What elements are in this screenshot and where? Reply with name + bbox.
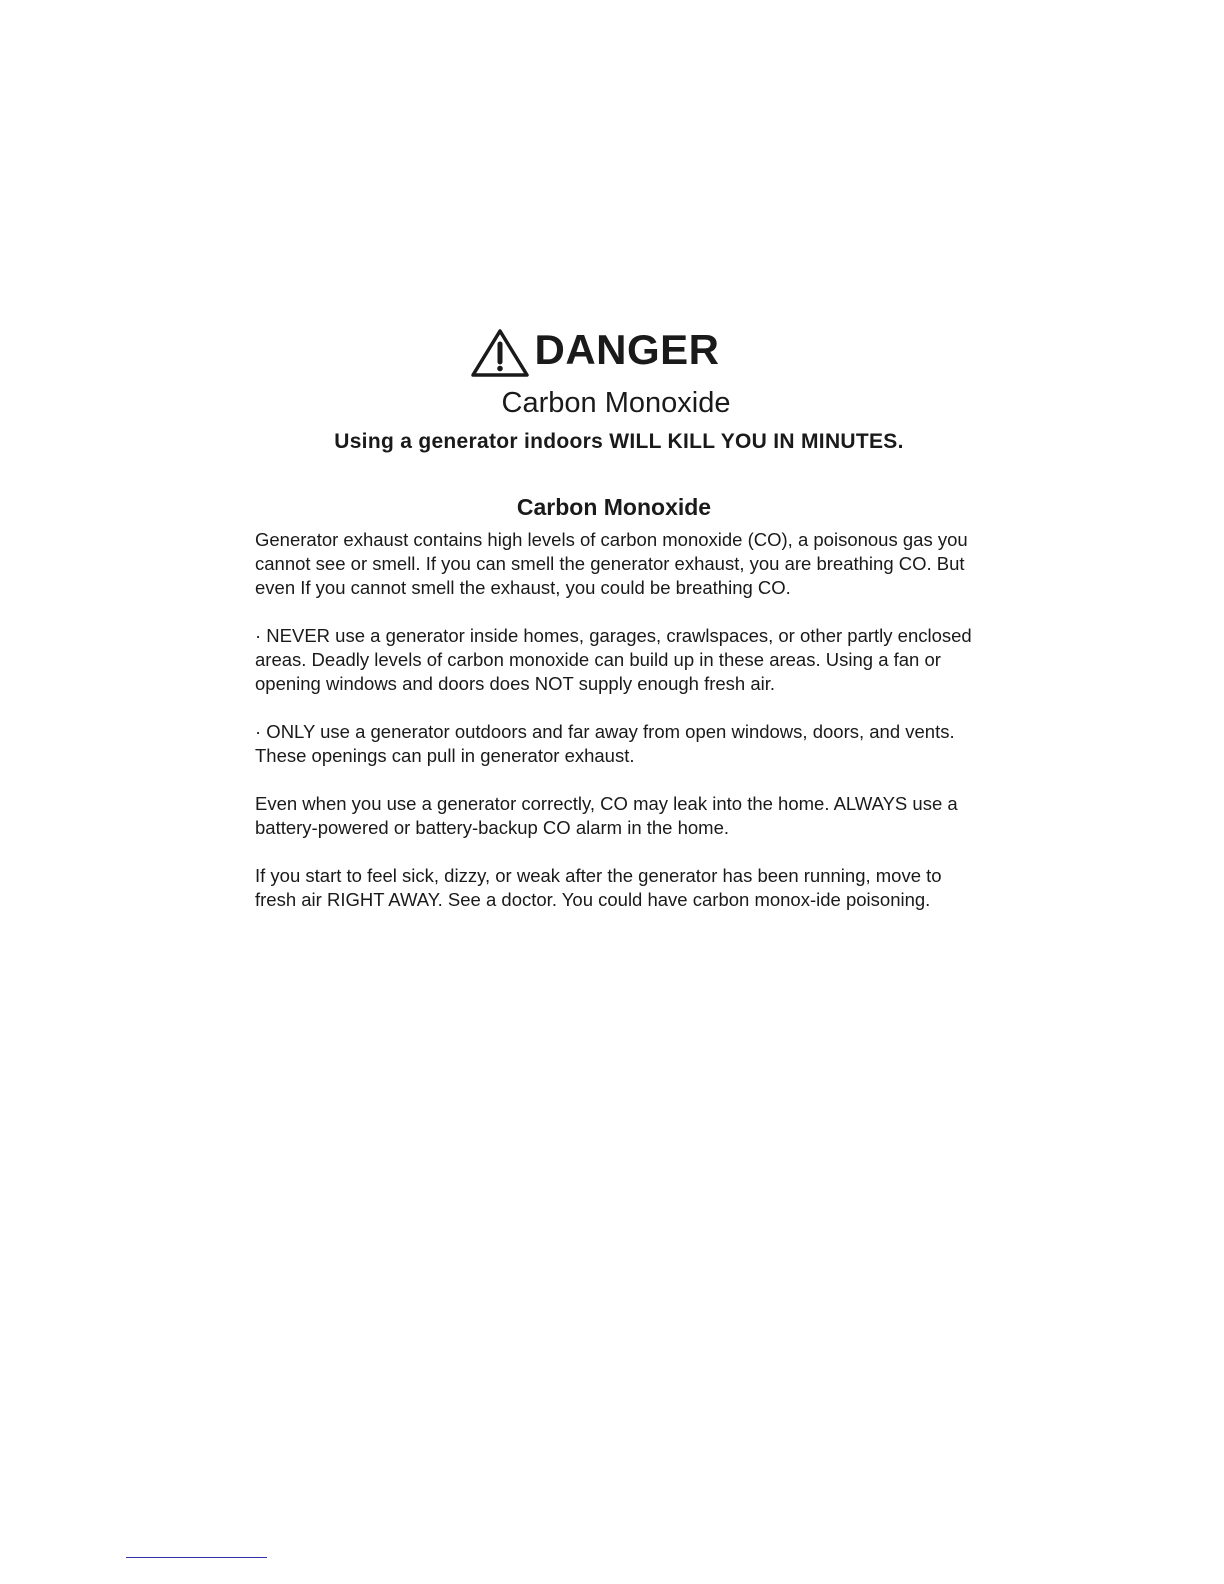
paragraph-co-alarm: Even when you use a generator correctly, CO may leak into the home. ALWAYS use a battery-powered or battery-backup CO alarm in the home. xyxy=(255,793,958,838)
hazard-subtitle: Carbon Monoxide xyxy=(501,387,731,419)
paragraph-intro: Generator exhaust contains high levels of carbon monoxide (CO), a poisonous gas you cannot see or smell. If you can smell the generator exhaust, you are breathing CO. But even If you cannot smell the exhaust, you could be breathing CO. xyxy=(255,529,968,598)
danger-signal-line xyxy=(470,322,719,378)
warning-line: Using a generator indoors WILL KILL YOU IN MINUTES. xyxy=(334,430,904,453)
paragraph-symptoms: If you start to feel sick, dizzy, or weak after the generator has been running, move to fresh air RIGHT AWAY. See a doctor. You could have carbon monox-ide poisoning. xyxy=(255,865,942,910)
danger-signal-word: DANGER xyxy=(534,326,720,373)
section-body xyxy=(255,528,975,936)
warning-triangle-icon xyxy=(470,328,530,378)
danger-header xyxy=(0,322,1224,421)
section-title: Carbon Monoxide xyxy=(516,494,712,520)
paragraph-only-outdoors: · ONLY use a generator outdoors and far away from open windows, doors, and vents. These openings can pull in generator exhaust. xyxy=(255,721,955,766)
paragraph-never-indoors: · NEVER use a generator inside homes, garages, crawlspaces, or other partly enclosed areas. Deadly levels of carbon monoxide can build up in these areas. Using a fan or opening windows and doors does NOT supply enough fresh air. xyxy=(255,625,972,694)
footer-divider xyxy=(126,1557,267,1558)
